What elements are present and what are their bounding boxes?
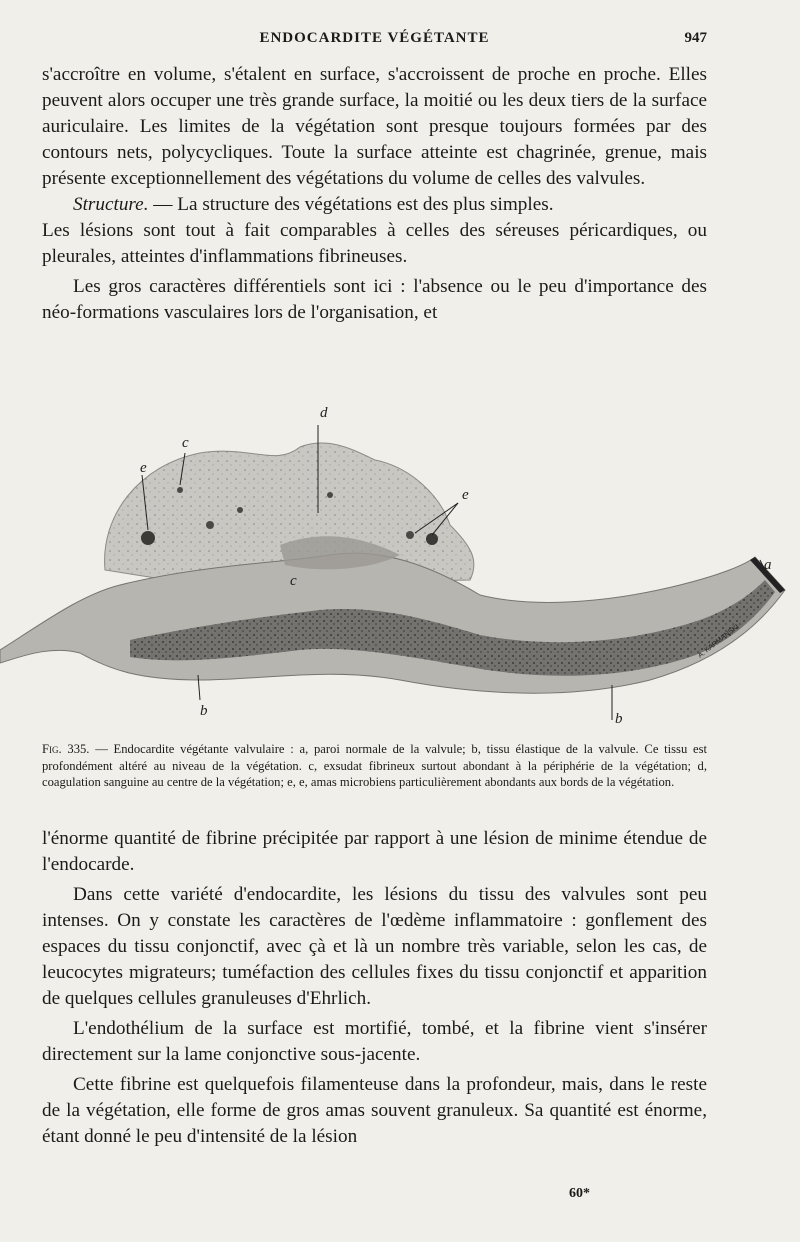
microbial-cluster bbox=[141, 531, 155, 545]
microbial-cluster bbox=[237, 507, 243, 513]
figure-letter-c: c bbox=[182, 435, 189, 451]
microbial-cluster bbox=[177, 487, 183, 493]
figure-caption bbox=[42, 741, 707, 791]
paragraph-lesions: Les lésions sont tout à fait comparables à celles des séreuses péricardiques, ou pleurales, atteintes d'inflammations fibrineuses. bbox=[42, 220, 707, 267]
figure-letter-e: e bbox=[462, 487, 469, 503]
figure-caption-text: — Endocardite végétante valvulaire : a, paroi normale de la valvule; b, tissu élastique de la valvule. Ce tissu est profondément altéré au niveau de la végétation. c, exsudat fibrineux surtout abondant à la périphérie de la végétation; d, coagulation sanguine au centre de la végétation; e, e, amas microbiens particulièrement abondants aux bords de la végétation. bbox=[42, 742, 707, 789]
bottom-text-block bbox=[42, 826, 707, 1150]
page-number: 947 bbox=[684, 30, 707, 46]
printer-signature-mark: 60* bbox=[569, 1186, 590, 1201]
figure-caption-label: Fig. 335. bbox=[42, 742, 90, 756]
top-text-block bbox=[42, 62, 707, 326]
paragraph-differentials: Les gros caractères différentiels sont ici : l'absence ou le peu d'importance des néo-formations vasculaires lors de l'organisation, et bbox=[42, 276, 707, 323]
figure-letter-c: c bbox=[290, 573, 297, 589]
paragraph-fibrine-structure: Cette fibrine est quelquefois filamenteuse dans la profondeur, mais, dans le reste de la végétation, elle forme de gros amas souvent granuleux. Sa quantité est énorme, étant donné le peu d'intensité de la lésion bbox=[42, 1074, 707, 1147]
paragraph-continuation: s'accroître en volume, s'étalent en surface, s'accroissent de proche en proche. Elles peuvent alors occuper une très grande surface, la moitié ou les deux tiers de la surface auriculaire. Les limites de la végétation sont presque toujours formées par des contours nets, polycycliques. Toute la surface atteinte est chagrinée, grenue, mais présente exceptionnellement des végétations du volume de celles des valvules. bbox=[42, 64, 707, 189]
figure-artist-signature: A. KARMANSKI bbox=[696, 623, 741, 660]
microbial-cluster bbox=[327, 492, 333, 498]
figure-letter-d: d bbox=[320, 405, 328, 421]
figure-letter-b: b bbox=[200, 703, 208, 719]
figure-letter-a: a bbox=[764, 557, 772, 573]
figure-letter-e: e bbox=[140, 460, 147, 476]
paragraph-endothelium: L'endothélium de la surface est mortifié, tombé, et la fibrine vient s'insérer directement sur la lame conjonctive sous-jacente. bbox=[42, 1018, 707, 1065]
paragraph-fibrine-quantity: l'énorme quantité de fibrine précipitée par rapport à une lésion de minime étendue de l'endocarde. bbox=[42, 828, 707, 875]
microbial-cluster bbox=[206, 521, 214, 529]
microbial-cluster bbox=[406, 531, 414, 539]
histology-figure bbox=[0, 395, 800, 735]
running-title: ENDOCARDITE VÉGÉTANTE bbox=[259, 30, 490, 46]
paragraph-structure bbox=[42, 192, 707, 218]
paragraph-variety: Dans cette variété d'endocardite, les lésions du tissu des valvules sont peu intenses. On y constate les caractères de l'œdème inflammatoire : gonflement des espaces du tissu conjonctif, avec çà et là un nombre très variable, selon les cas, de leucocytes migrateurs; tuméfaction des cellules fixes du tissu conjonctif et apparition de quelques cellules granuleuses d'Ehrlich. bbox=[42, 884, 707, 1009]
structure-heading: Structure. bbox=[73, 194, 149, 215]
structure-intro: — La structure des végétations est des plus simples. bbox=[148, 194, 554, 215]
running-head bbox=[42, 30, 707, 52]
figure-letter-b: b bbox=[615, 711, 623, 727]
